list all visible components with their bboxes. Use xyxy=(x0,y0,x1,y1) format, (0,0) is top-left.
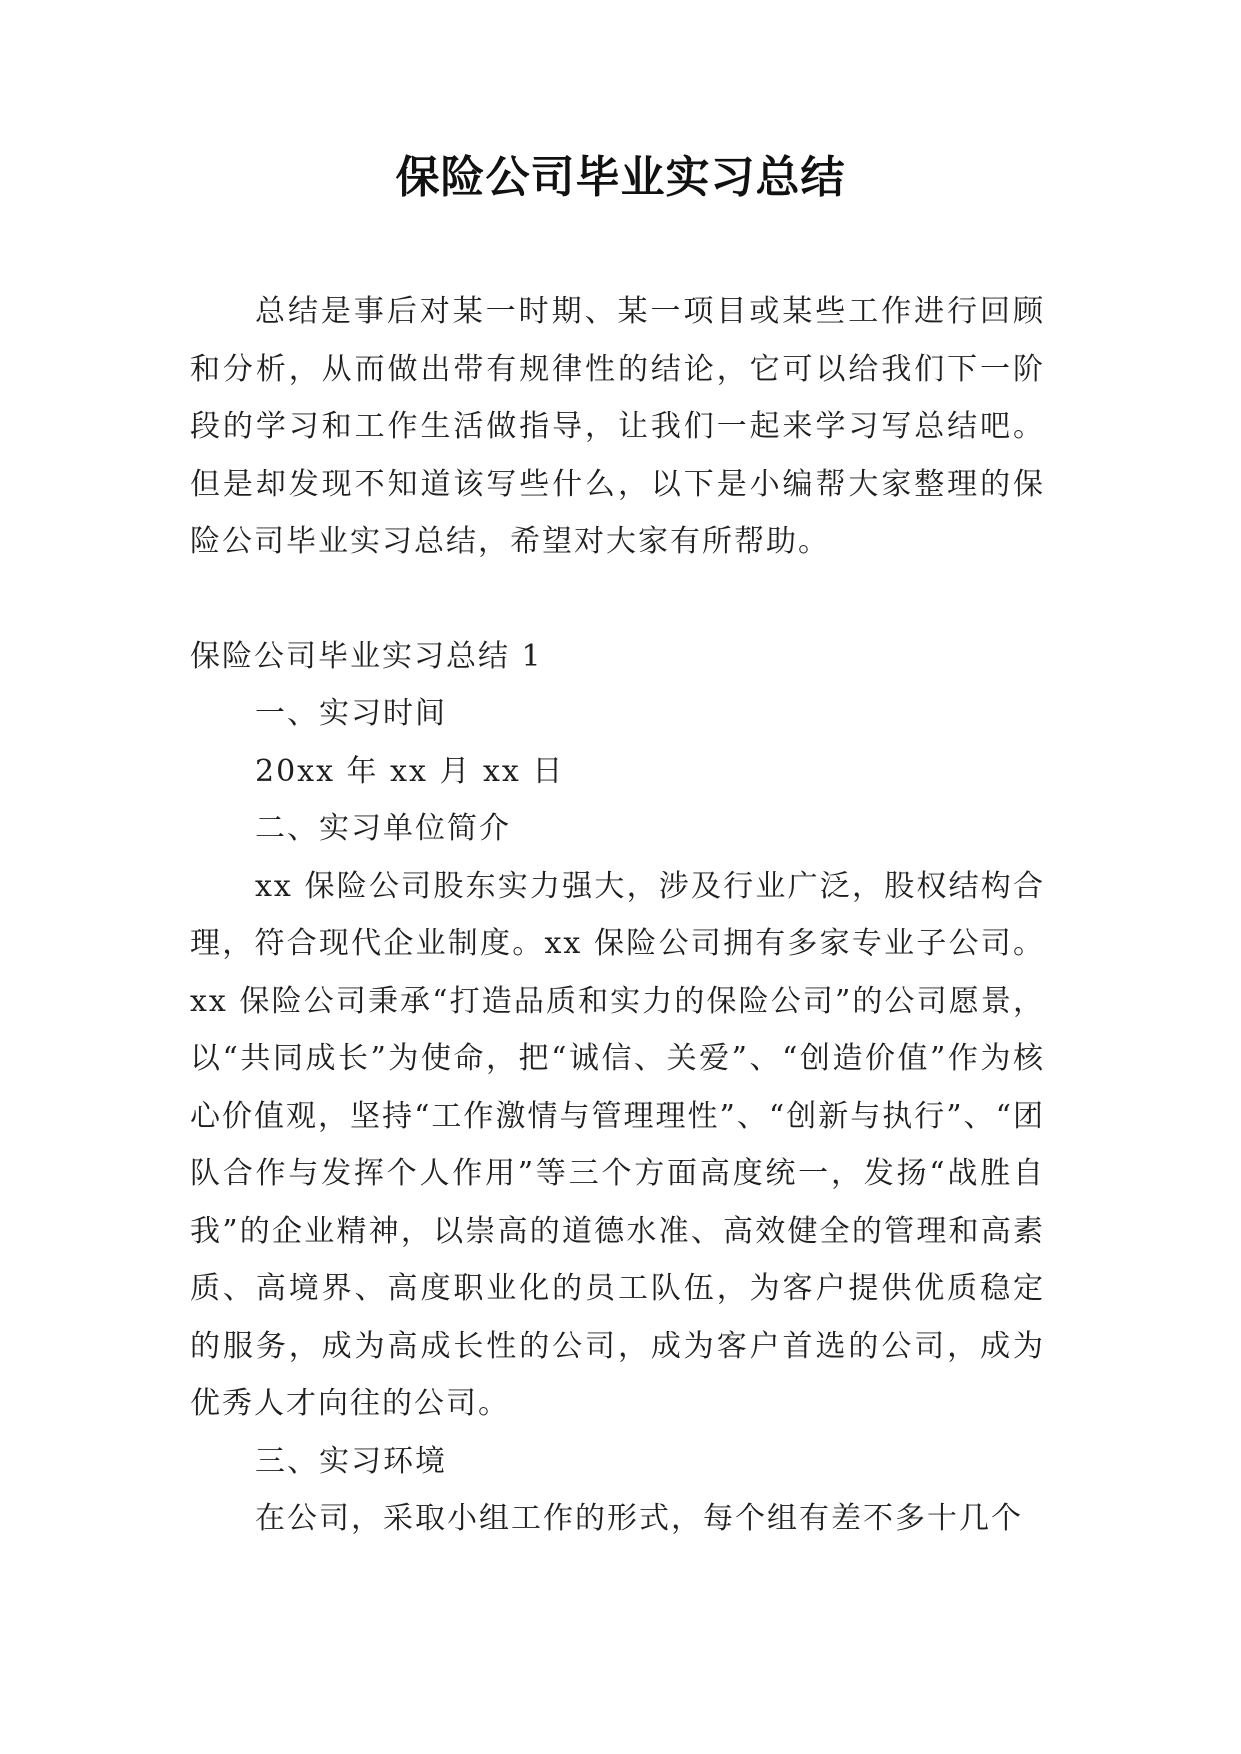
company-profile-paragraph: xx 保险公司股东实力强大，涉及行业广泛，股权结构合理，符合现代企业制度。xx 保险公司拥有多家专业子公司。xx 保险公司秉承“打造品质和实力的保险公司”的公司愿景，以“共同成长”为使命，把“诚信、关爱”、“创造价值”作为核心价值观，坚持“工作激情与管理理性”、“创新与执行”、“团队合作与发挥个人作用”等三个方面高度统一，发扬“战胜自我”的企业精神，以崇高的道德水准、高效健全的管理和高素质、高境界、高度职业化的员工队伍，为客户提供优质稳定的服务，成为高成长性的公司，成为客户首选的公司，成为优秀人才向往的公司。 xyxy=(190,868,1045,1421)
environment-paragraph: 在公司，采取小组工作的形式，每个组有差不多十几个 xyxy=(255,1501,1023,1536)
section-title: 保险公司毕业实习总结 1 xyxy=(190,638,543,674)
heading-internship-environment: 三、实习环境 xyxy=(255,1443,447,1479)
heading-internship-time: 一、实习时间 xyxy=(255,696,447,731)
internship-date: 20xx 年 xx 月 xx 日 xyxy=(255,753,565,789)
intro-paragraph: 总结是事后对某一时期、某一项目或某些工作进行回顾和分析，从而做出带有规律性的结论，它可以给我们下一阶段的学习和工作生活做指导，让我们一起来学习写总结吧。但是却发现不知道该写些什么，以下是小编帮大家整理的保险公司毕业实习总结，希望对大家有所帮助。 xyxy=(190,294,1045,559)
document-body xyxy=(190,283,1045,1548)
heading-company-profile: 二、实习单位简介 xyxy=(255,811,511,846)
document-title: 保险公司毕业实习总结 xyxy=(395,152,846,203)
